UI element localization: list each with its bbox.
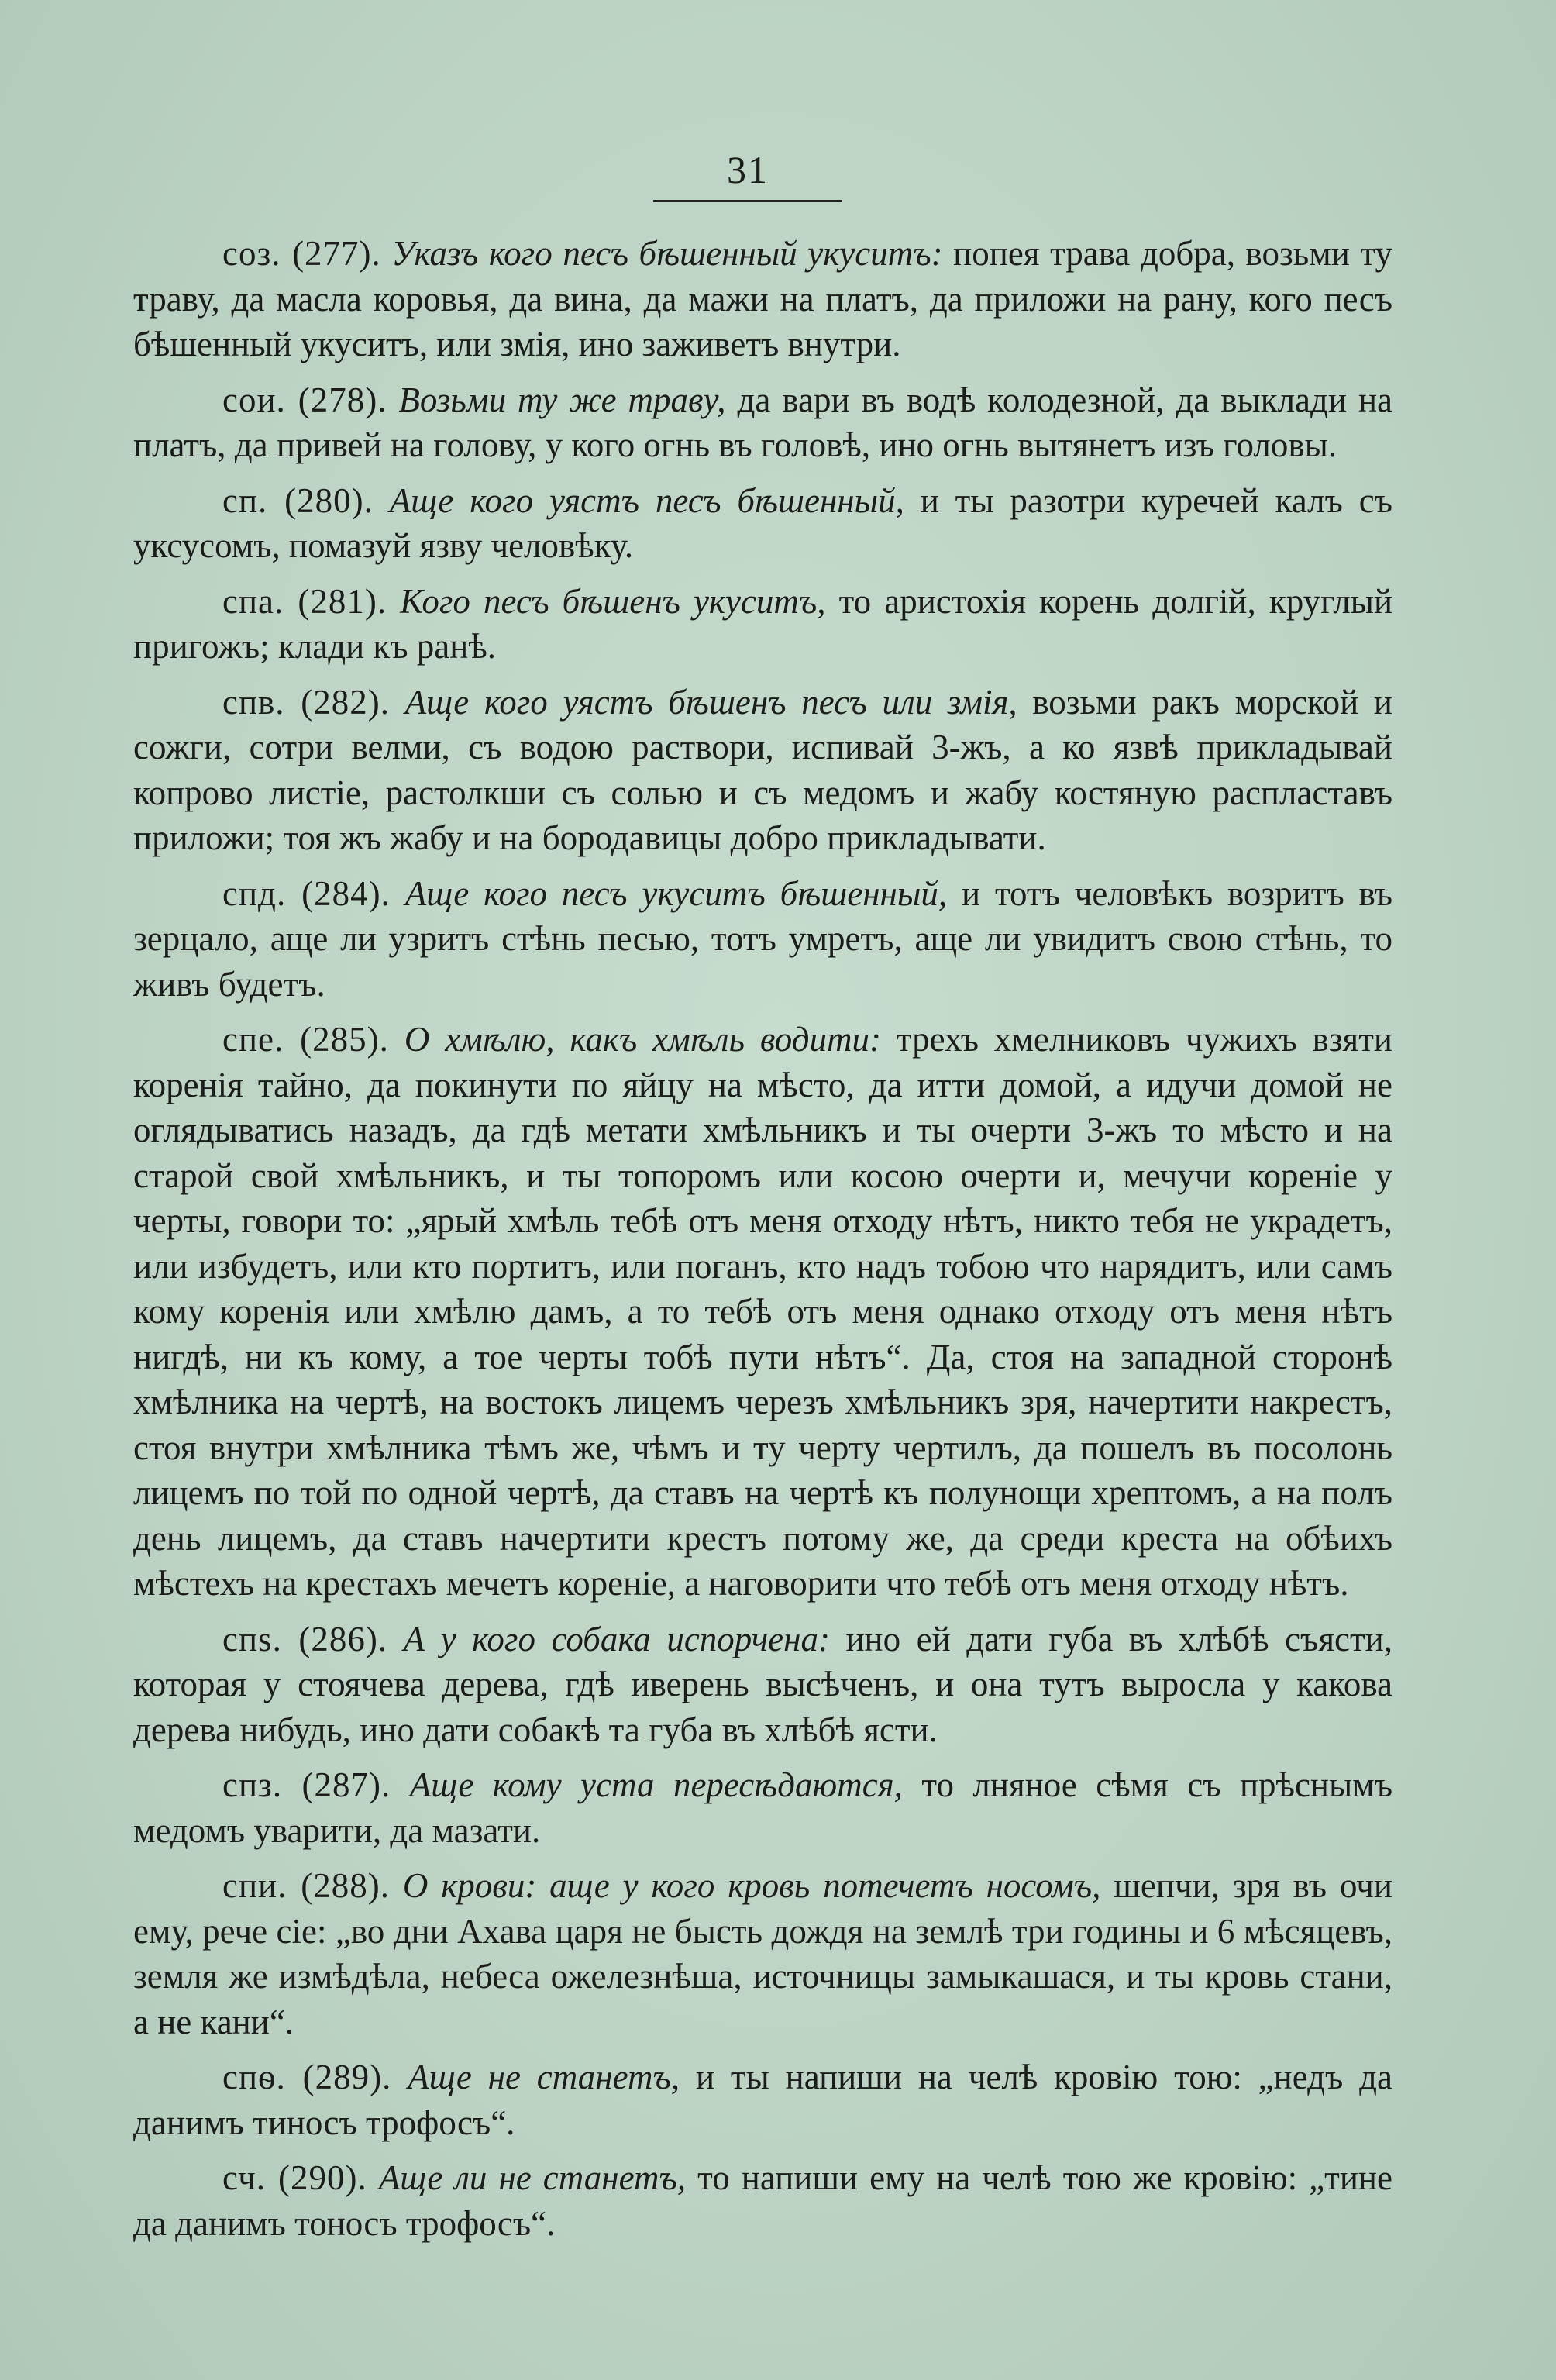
entry-287 — [133, 1762, 1392, 1853]
entry-text: шепчи, зря въ очи ему, рече сіе: „во дни Ахава царя не бысть дождя на землѣ три годины и 6 мѣсяцевъ, земля же измѣдѣла, небеса ожелезнѣша, источницы замыкашася, и ты кровь стани, а не кани“. — [133, 1866, 1392, 2041]
entry-text: возьми ракъ морской и сожги, сотри велми, съ водою раствори, испивай 3-жъ, а ко язвѣ прикладывай копрово листіе, растолкши съ солью и съ медомъ и жабу костяную распластавъ приложи; тоя жъ жабу и на бородавицы добро прикладывати. — [133, 682, 1392, 857]
entry-text: трехъ хмелниковъ чужихъ взяти коренія тайно, да покинути по яйцу на мѣсто, да итти домой, а идучи домой не оглядыватись назадъ, да гдѣ метати хмѣльникъ и ты очерти 3-жъ то мѣсто и на старой свой хмѣльникъ, и ты топоромъ или косою очерти и, мечучи кореніе у черты, говори то: „ярый хмѣль тебѣ отъ меня отходу нѣтъ, никто тебя не украдетъ, или избудетъ, или кто портитъ, или поганъ, кто надъ тобою что нарядитъ, или самъ кому коренія или хмѣлю дамъ, а то тебѣ отъ меня однако отходу отъ меня нѣтъ нигдѣ, ни къ кому, а тое черты тобѣ пути нѣтъ“. Да, стоя на западной сторонѣ хмѣлника на чертѣ, на востокъ лицемъ черезъ хмѣльникъ зря, начертити накрестъ, стоя внутри хмѣлника тѣмъ же, чѣмъ и ту черту чертилъ, да пошелъ въ посолонь лицемъ по той по одной чертѣ, да ставъ на чертѣ къ полунощи хрептомъ, а на полъ день лицемъ, да ставъ начертити крестъ потому же, да среди креста на обѣихъ мѣстехъ на крестахъ мечетъ кореніе, а наговорити что тебѣ отъ меня отходу нѣтъ. — [133, 1020, 1393, 1603]
entry-title: Возьми ту же траву, — [398, 380, 726, 419]
entry-289 — [133, 2055, 1392, 2145]
entry-number: спз. (287). — [222, 1765, 391, 1804]
entry-text: и тотъ человѣкъ возритъ въ зерцало, аще ли узритъ стѣнь песью, тотъ умретъ, аще ли увидитъ свою стѣнь, то живъ будетъ. — [133, 873, 1393, 1004]
entry-285 — [133, 1017, 1392, 1607]
entry-title: Аще не станетъ, — [408, 2058, 680, 2096]
entry-title: Кого песъ бѣшенъ укуситъ, — [400, 581, 826, 621]
entry-290 — [133, 2155, 1392, 2246]
entry-number: соз. (277). — [222, 234, 381, 273]
entry-number: спе. (285). — [222, 1020, 389, 1059]
entry-title: А у кого собака испорчена: — [403, 1619, 830, 1658]
entry-281 — [133, 579, 1392, 670]
entry-number: сп. (280). — [222, 480, 374, 520]
entry-text: да вари въ водѣ колодезной, да выклади на платъ, да привей на голову, у кого огнь въ головѣ, ино огнь вытянетъ изъ головы. — [133, 380, 1393, 464]
page-number: 31 — [727, 148, 769, 191]
entry-text: попея трава добра, возьми ту траву, да масла коровья, да вина, да мажи на платъ, да приложи на рану, кого песъ бѣшенный укуситъ, или змія, ино заживетъ внутри. — [133, 234, 1392, 363]
entry-277 — [133, 231, 1392, 367]
entry-text: то аристохія корень долгій, круглый пригожъ; клади къ ранѣ. — [133, 581, 1393, 666]
entry-number: спѳ. (289). — [222, 2058, 392, 2096]
entry-number: спа. (281). — [222, 581, 387, 621]
entry-number: спд. (284). — [222, 873, 391, 913]
entry-title: Аще ли не станетъ, — [378, 2158, 687, 2197]
entry-number: спи. (288). — [222, 1866, 390, 1905]
entry-280 — [133, 478, 1392, 569]
entry-text: то лняное сѣмя съ прѣснымъ медомъ уварити, да мазати. — [133, 1765, 1392, 1850]
text-body — [133, 231, 1392, 2256]
entry-282 — [133, 680, 1392, 861]
entry-title: О крови: аще у кого кровь потечетъ носомъ, — [402, 1866, 1101, 1905]
entry-title: Аще кого песъ укуситъ бѣшенный, — [404, 873, 948, 913]
entry-title: Аще кого уястъ бѣшенъ песъ или змія, — [404, 682, 1017, 722]
entry-title: Указъ кого песъ бѣшенный укуситъ: — [391, 234, 943, 273]
entry-286 — [133, 1617, 1392, 1753]
entry-number: спв. (282). — [222, 682, 390, 722]
entry-text: и ты разотри куречей калъ съ уксусомъ, помазуй язву человѣку. — [133, 480, 1393, 565]
entry-title: Аще кому уста пересѣдаются, — [409, 1765, 903, 1804]
entry-288 — [133, 1863, 1392, 2044]
entry-number: спѕ. (286). — [222, 1619, 388, 1658]
entry-text: то напиши ему на челѣ тою же кровію: „тине да данимъ тоносъ трофосъ“. — [133, 2158, 1392, 2243]
entry-284 — [133, 871, 1392, 1007]
entry-278 — [133, 377, 1392, 468]
entry-number: сч. (290). — [222, 2158, 367, 2197]
page-number-rule — [653, 200, 842, 202]
entry-number: сои. (278). — [222, 380, 387, 419]
entry-title: О хмѣлю, какъ хмѣль водити: — [404, 1020, 881, 1059]
entry-text: и ты напиши на челѣ кровію тою: „недъ да данимъ тиносъ трофосъ“. — [133, 2058, 1392, 2142]
entry-title: Аще кого уястъ песъ бѣшенный, — [389, 480, 904, 520]
entry-text: ино ей дати губа въ хлѣбѣ съясти, которая у стоячева дерева, гдѣ иверень высѣченъ, и она тутъ выросла у какова дерева нибудь, ино дати собакѣ та губа въ хлѣбѣ ясти. — [133, 1619, 1392, 1749]
